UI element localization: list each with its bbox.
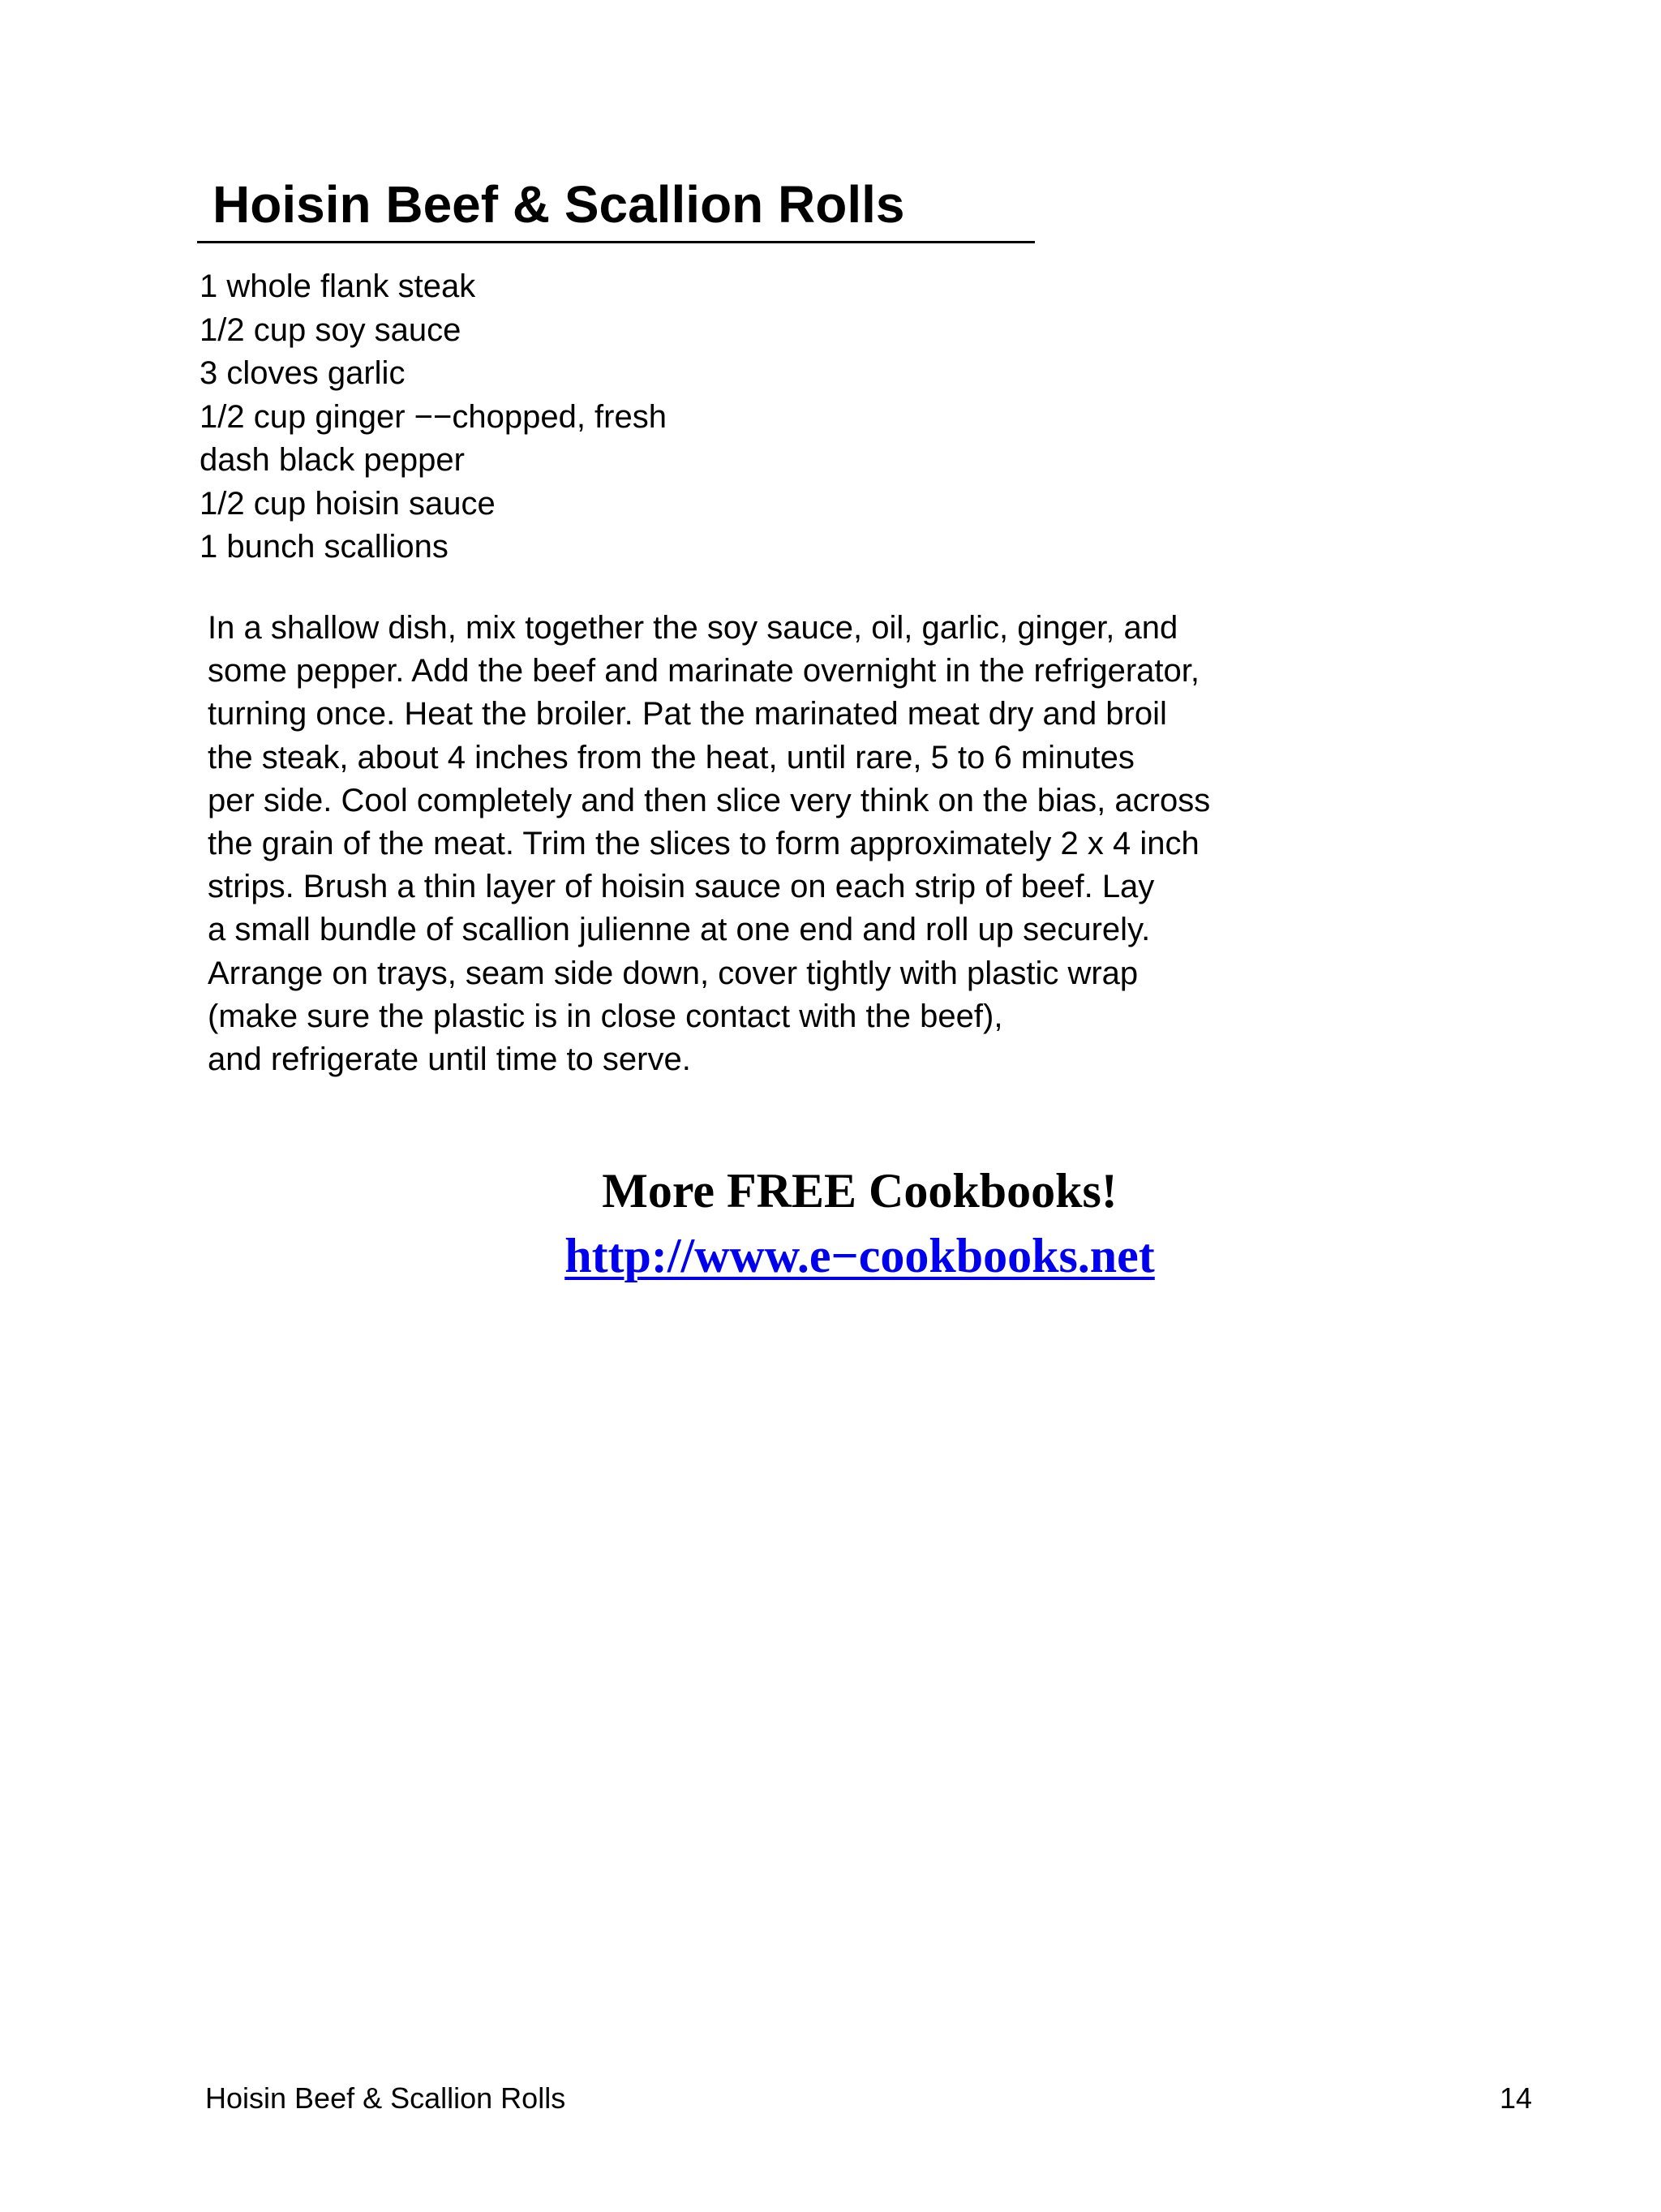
instruction-line: some pepper. Add the beef and marinate overnight in the refrigerator, [208,653,1200,689]
recipe-title: Hoisin Beef & Scallion Rolls [212,175,905,234]
ingredient-item: 1/2 cup soy sauce [200,311,461,348]
ingredient-item: 1 whole flank steak [200,268,476,304]
cookbooks-link[interactable]: http://www.e−cookbooks.net [564,1229,1155,1282]
ingredient-item: 1/2 cup hoisin sauce [200,485,496,522]
instruction-line: and refrigerate until time to serve. [208,1042,691,1078]
ingredient-item: 1 bunch scallions [200,529,449,565]
footer-title: Hoisin Beef & Scallion Rolls [205,2081,566,2115]
instruction-line: Arrange on trays, seam side down, cover tightly with plastic wrap [208,955,1139,991]
instructions-paragraph [208,607,1210,1081]
ingredient-item: dash black pepper [200,442,465,478]
instruction-line: In a shallow dish, mix together the soy sauce, oil, garlic, ginger, and [208,610,1178,646]
ingredient-list [200,265,667,569]
ingredient-item: 1/2 cup ginger −−chopped, fresh [200,398,667,435]
instruction-line: a small bundle of scallion julienne at one end and roll up securely. [208,912,1151,948]
page-number: 14 [1499,2081,1532,2115]
instruction-line: (make sure the plastic is in close contact with the beef), [208,998,1003,1034]
ingredient-item: 3 cloves garlic [200,355,406,391]
instruction-line: the steak, about 4 inches from the heat, until rare, 5 to 6 minutes [208,739,1135,775]
instruction-line: turning once. Heat the broiler. Pat the marinated meat dry and broil [208,696,1167,732]
promo-block [0,1158,1661,1288]
instruction-line: per side. Cool completely and then slice very think on the bias, across [208,782,1211,818]
promo-heading: More FREE Cookbooks! [602,1164,1118,1218]
title-underline [197,241,1035,243]
instruction-line: strips. Brush a thin layer of hoisin sauce on each strip of beef. Lay [208,869,1155,905]
instruction-line: the grain of the meat. Trim the slices to form approximately 2 x 4 inch [208,826,1200,862]
